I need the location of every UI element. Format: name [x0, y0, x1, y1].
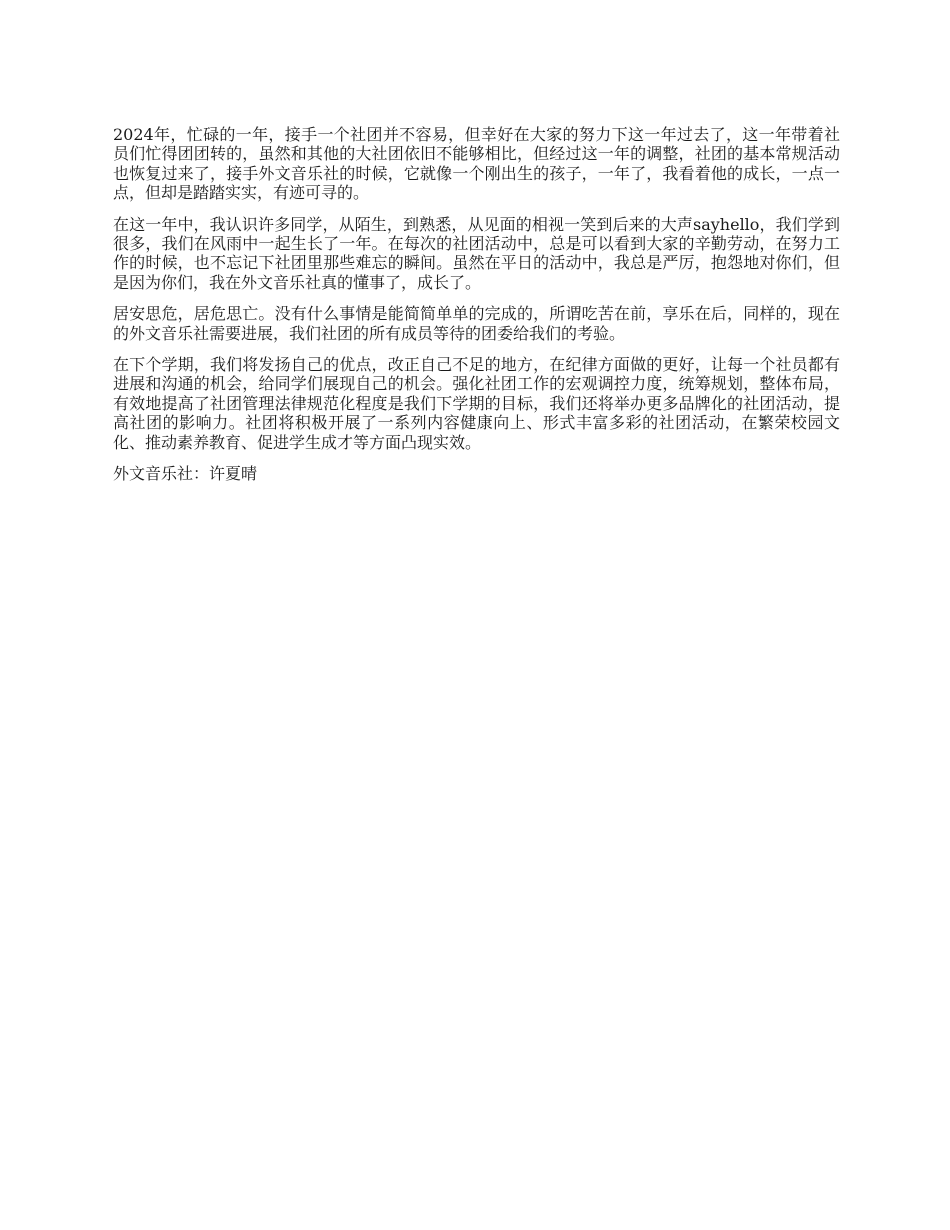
paragraph-2: 在这一年中，我认识许多同学，从陌生，到熟悉，从见面的相视一笑到后来的大声sayhello，我们学到很多，我们在风雨中一起生长了一年。在每次的社团活动中，总是可以看到大家的辛勤劳动，在努力工作的时候，也不忘记下社团里那些难忘的瞬间。虽然在平日的活动中，我总是严厉，抱怨地对你们，但是因为你们，我在外文音乐社真的懂事了，成长了。 [113, 214, 840, 292]
paragraph-3: 居安思危，居危思亡。没有什么事情是能简简单单的完成的，所谓吃苦在前，享乐在后，同样的，现在的外文音乐社需要进展，我们社团的所有成员等待的团委给我们的考验。 [113, 304, 840, 343]
paragraph-4: 在下个学期，我们将发扬自己的优点，改正自己不足的地方，在纪律方面做的更好，让每一个社员都有进展和沟通的机会，给同学们展现自己的机会。强化社团工作的宏观调控力度，统筹规划，整体布局，有效地提高了社团管理法律规范化程度是我们下学期的目标，我们还将举办更多品牌化的社团活动，提高社团的影响力。社团将积极开展了一系列内容健康向上、形式丰富多彩的社团活动，在繁荣校园文化、推动素养教育、促进学生成才等方面凸现实效。 [113, 355, 840, 452]
signature: 外文音乐社：许夏晴 [113, 464, 258, 484]
paragraph-1: 2024年，忙碌的一年，接手一个社团并不容易，但幸好在大家的努力下这一年过去了，这一年带着社员们忙得团团转的，虽然和其他的大社团依旧不能够相比，但经过这一年的调整，社团的基本常规活动也恢复过来了，接手外文音乐社的时候，它就像一个刚出生的孩子，一年了，我看着他的成长，一点一点，但却是踏踏实实，有迹可寻的。 [113, 125, 840, 203]
document-body [113, 125, 840, 496]
